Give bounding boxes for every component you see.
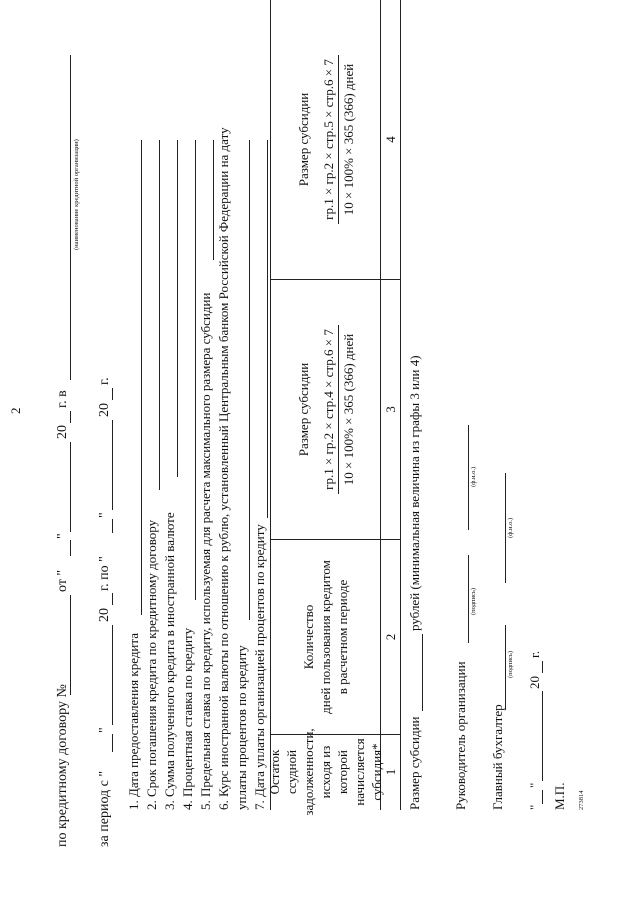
sign-year-field[interactable] [542,661,543,673]
col3-title: Размер субсидии [295,362,311,457]
period-year-prefix: 20 [97,608,112,622]
quote-mark: " [97,512,112,518]
year-suffix: г. в [55,390,70,408]
table-bottom-border [400,0,401,810]
item-4-field[interactable] [195,140,196,600]
period-from-month-field[interactable] [112,625,113,725]
period-to-year-field[interactable] [112,388,113,400]
item-7: 7. Дата уплаты организацией процентов по кредиту [252,524,267,810]
col-number: 2 [383,633,398,641]
name-caption: (ф.и.о.) [507,517,514,538]
signature-caption: (подпись) [470,588,477,615]
col1-header [267,728,384,816]
from-label: от " [55,569,70,592]
col1-line: задолженности, [301,728,316,816]
period-suffix: г. [97,377,112,385]
period-from-year-field[interactable] [112,593,113,605]
item-1: 1. Дата предоставления кредита [126,633,141,810]
col3-formula-denominator: 10 × 100% × 365 (366) дней [340,333,356,486]
col-number: 3 [383,406,398,413]
contract-number-label: по кредитному договору № [55,684,70,847]
item-1-field[interactable] [141,140,142,615]
col4-formula-denominator: 10 × 100% × 365 (366) дней [340,63,356,216]
period-from-label: за период с " [97,770,112,847]
signature-caption: (подпись) [507,651,514,678]
col4-title: Размер субсидии [295,92,311,187]
year-prefix: 20 [55,425,70,439]
col2-header [271,540,380,734]
chief-name-field[interactable] [505,473,506,583]
period-from-day-field[interactable] [112,734,113,752]
period-to-year-prefix: 20 [97,403,112,417]
col4-header [271,0,380,279]
contract-number-field[interactable] [70,595,71,695]
col1-line: начисляется [352,738,367,806]
period-to-month-field[interactable] [112,420,113,510]
day-field[interactable] [70,540,71,556]
item-6-cont: уплаты процентов по кредиту [234,645,249,810]
credit-org-caption: (наименование кредитной организации) [73,139,80,250]
col3-header [271,280,380,539]
item-4: 4. Процентная ставка по кредиту [180,627,195,810]
col-number: 1 [383,768,398,776]
col-number: 4 [383,136,398,143]
item-5-field[interactable] [213,140,214,260]
col1-line: субсидия* [369,743,384,801]
quote-mark: " [97,727,112,733]
sign-month-field[interactable] [542,691,543,781]
col2-line: в расчетном периоде [335,579,350,695]
sign-year-prefix: 20 [527,676,542,689]
stamp-place: М.П. [552,782,567,810]
head-label: Руководитель организации [453,661,468,810]
item-7-field[interactable] [267,140,268,518]
head-signature-field[interactable] [468,555,469,643]
item-2: 2. Срок погашения кредита по кредитному договору [144,519,159,810]
col2-line: дней пользования кредитом [318,560,333,714]
sign-year-suffix: г. [527,650,542,658]
date-quote: " [527,782,542,788]
page-number: 2 [8,407,23,414]
subsidy-size-field[interactable] [422,634,423,711]
name-caption: (ф.и.о.) [470,466,477,487]
quote-mark: " [55,533,70,539]
item-3: 3. Сумма полученного кредита в иностранной валюте [162,512,177,810]
period-to-day-field[interactable] [112,519,113,533]
item-6-field[interactable] [249,140,250,620]
chief-accountant-label: Главный бухгалтер [490,704,505,810]
col2-line: Количество [301,604,316,670]
subsidy-size-label: Размер субсидии [407,716,422,810]
chief-signature-field[interactable] [505,625,506,710]
head-name-field[interactable] [468,425,469,530]
item-6: 6. Курс иностранной валюты по отношению к рублю, установленный Центральным банком Российской Федерации на дату [216,127,231,810]
period-to-label: г. по " [97,556,112,591]
item-3-field[interactable] [177,140,178,477]
col4-formula-numerator: гр.1 × гр.2 × стр.5 × стр.6 × 7 [320,55,339,224]
credit-org-field[interactable] [70,55,71,380]
date-quote: " [527,804,542,810]
col3-formula-numerator: гр.1 × гр.2 × стр.4 × стр.6 × 7 [320,325,339,494]
month-field[interactable] [70,442,71,532]
form-code: 273814 [578,790,585,810]
item-5: 5. Предельная ставка по кредиту, используемая для расчета максимального размера субсидии [198,292,213,810]
item-2-field[interactable] [159,140,160,490]
sign-day-field[interactable] [542,790,543,804]
col1-line: Остаток ссудной [267,749,299,795]
year-field[interactable] [70,411,71,423]
subsidy-size-suffix: рублей (минимальная величина из графы 3 или 4) [407,355,422,631]
col1-line: исходя из которой [318,745,350,799]
